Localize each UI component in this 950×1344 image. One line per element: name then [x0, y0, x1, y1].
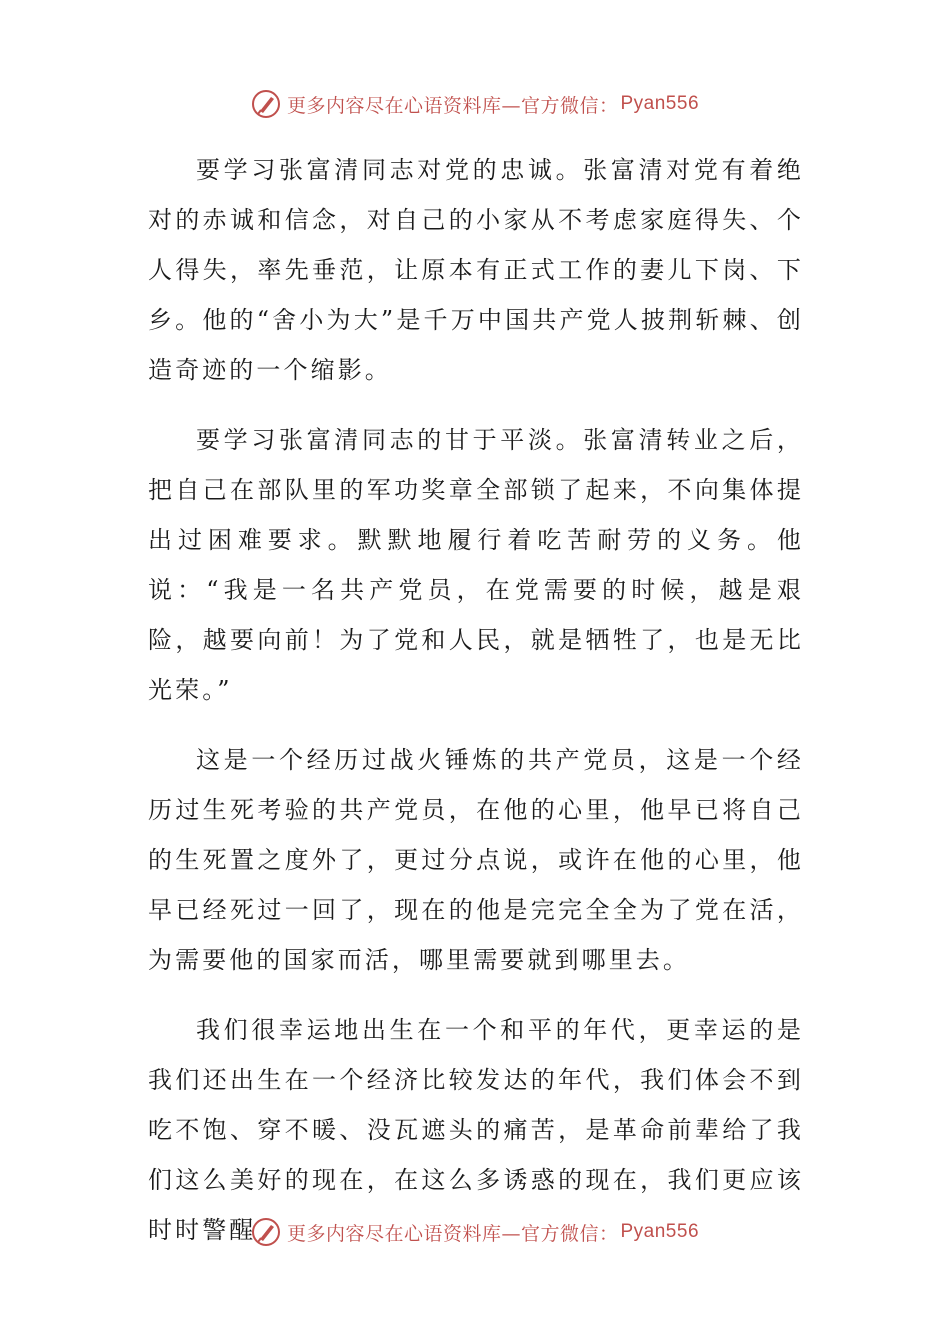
paragraph-3: 这是一个经历过战火锤炼的共产党员，这是一个经历过生死考验的共产党员，在他的心里，他早已将自己的生死置之度外了，更过分点说，或许在他的心里，他早已经死过一回了，现在的他是完完全全为了党在活，为需要他的国家而活，哪里需要就到哪里去。: [148, 746, 804, 974]
quill-pen-icon: [251, 89, 281, 119]
watermark-wechat-id: Pyan556: [620, 1221, 700, 1242]
watermark-text: 更多内容尽在心语资料库—官方微信：: [286, 94, 619, 117]
header-watermark: [0, 84, 950, 124]
quill-pen-icon: [251, 1217, 281, 1247]
document-body: [148, 145, 804, 1275]
watermark-text: 更多内容尽在心语资料库—官方微信：: [286, 1222, 619, 1245]
footer-watermark: [0, 1212, 950, 1252]
paragraph-4: 我们很幸运地出生在一个和平的年代，更幸运的是我们还出生在一个经济比较发达的年代，我们体会不到吃不饱、穿不暖、没瓦遮头的痛苦，是革命前辈给了我们这么美好的现在，在这么多诱惑的现在，我们更应该时时警醒: [148, 1016, 804, 1244]
paragraph-2: 要学习张富清同志的甘于平淡。张富清转业之后，把自己在部队里的军功奖章全部锁了起来，不向集体提出过困难要求。默默地履行着吃苦耐劳的义务。他说：“我是一名共产党员，在党需要的时候，越是艰险，越要向前！为了党和人民，就是牺牲了，也是无比光荣。”: [148, 426, 804, 704]
watermark-wechat-id: Pyan556: [620, 93, 700, 114]
paragraph-1: 要学习张富清同志对党的忠诚。张富清对党有着绝对的赤诚和信念，对自己的小家从不考虑家庭得失、个人得失，率先垂范，让原本有正式工作的妻儿下岗、下乡。他的“舍小为大”是千万中国共产党人披荆斩棘、创造奇迹的一个缩影。: [148, 156, 804, 384]
